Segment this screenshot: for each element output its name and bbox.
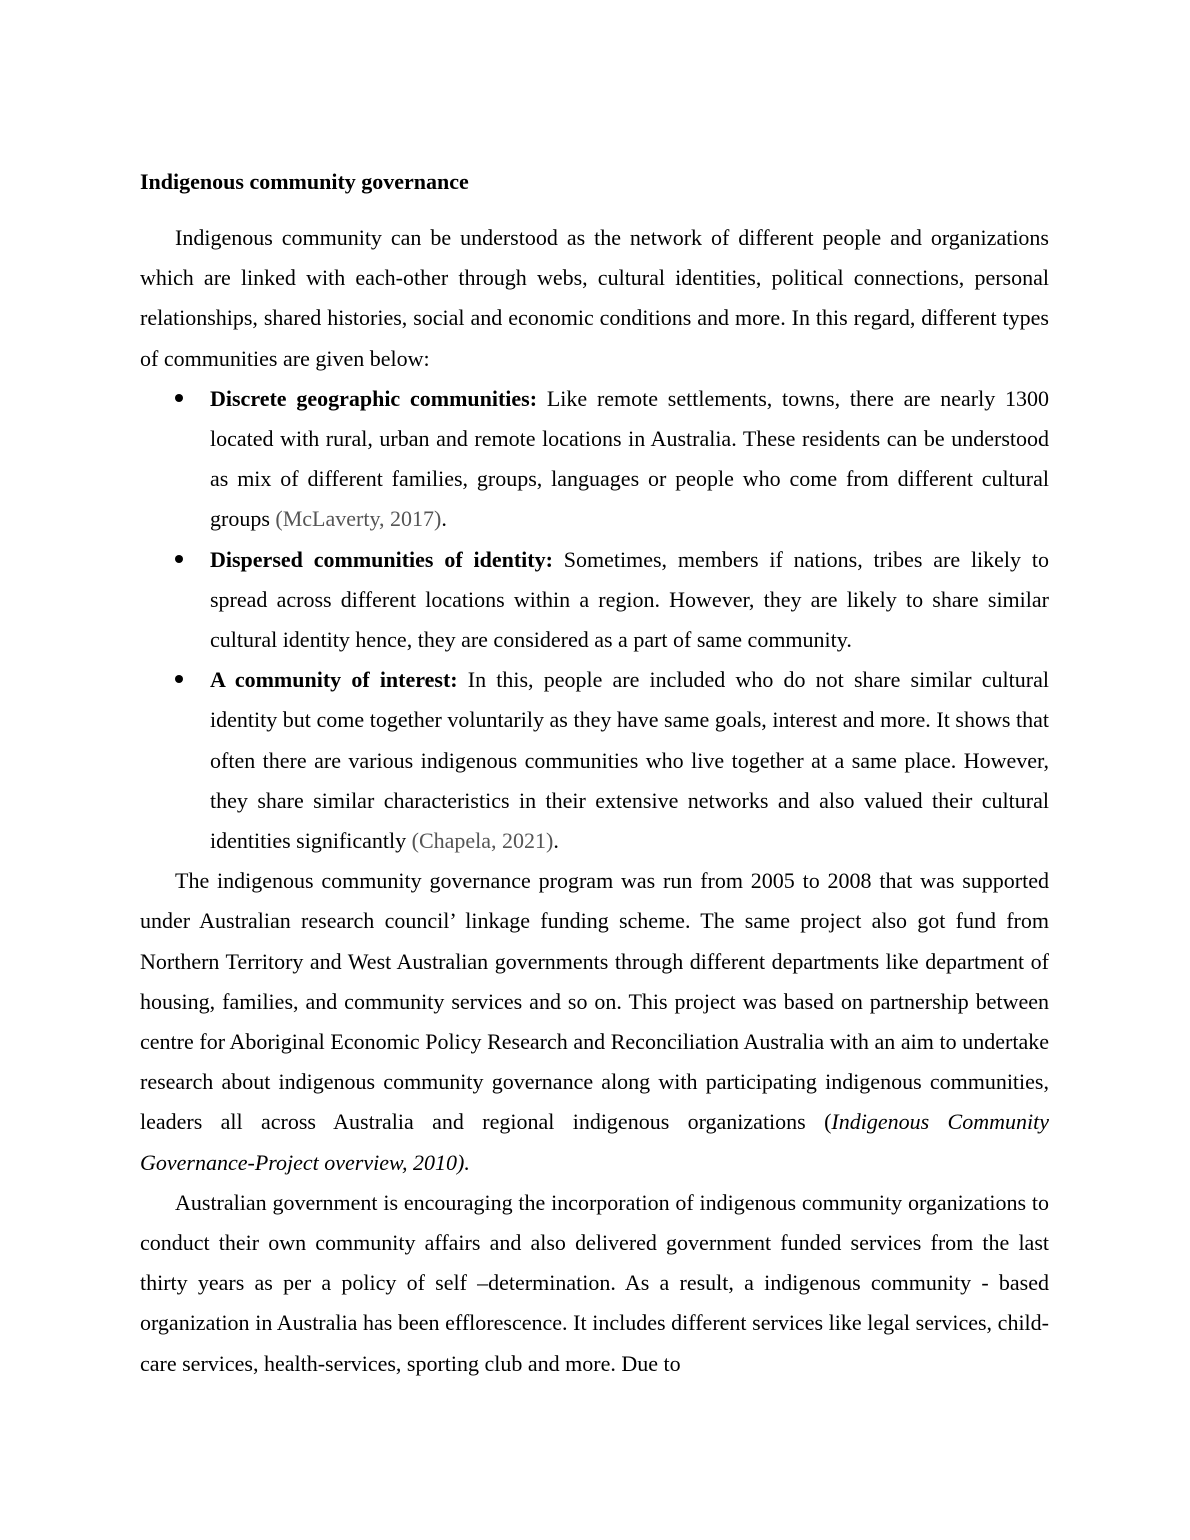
citation: (McLaverty, 2017) (275, 506, 442, 532)
document-page (140, 166, 1049, 1384)
bullet-text: Sometimes, members if nations, tribes are likely to spread across different locations within a region. However, they are likely to share similar cultural identity hence, they are considered as a part of same community. (210, 546, 1049, 653)
bullet-icon (175, 675, 183, 683)
list-item (140, 379, 1049, 540)
community-types-list (140, 379, 1049, 861)
bullet-end: . (441, 506, 447, 532)
program-paragraph (140, 861, 1049, 1183)
section-heading: Indigenous community governance (140, 169, 469, 194)
list-item (140, 540, 1049, 661)
intro-paragraph: Indigenous community can be understood as the network of different people and organizations which are linked with each-other through webs, cultural identities, political connections, personal relationships, shared histories, social and economic conditions and more. In this regard, different types of communities are given below: (140, 225, 1049, 371)
bullet-term: Discrete geographic communities: (210, 385, 538, 411)
citation: (Chapela, 2021) (411, 828, 554, 854)
citation-italic: Indigenous Community Governance-Project overview, 2010). (140, 1109, 1049, 1175)
bullet-icon (175, 555, 183, 563)
bullet-term: A community of interest: (210, 667, 458, 693)
bullet-term: Dispersed communities of identity: (210, 546, 553, 572)
government-paragraph: Australian government is encouraging the incorporation of indigenous community organizations to conduct their own community affairs and also delivered government funded services from the last thirty years as per a policy of self –determination. As a result, a indigenous community - based organization in Australia has been efflorescence. It includes different services like legal services, child-care services, health-services, sporting club and more. Due to (140, 1189, 1049, 1376)
paragraph-text: The indigenous community governance program was run from 2005 to 2008 that was supported under Australian research council’ linkage funding scheme. The same project also got fund from Northern Territory and West Australian governments through different departments like department of housing, families, and community services and so on. This project was based on partnership between centre for Aboriginal Economic Policy Research and Reconciliation Australia with an aim to undertake research about indigenous community governance along with participating indigenous communities, leaders all across Australia and regional indigenous organizations ( (140, 868, 1049, 1135)
bullet-icon (175, 394, 183, 402)
bullet-text: Like remote settlements, towns, there are nearly 1300 located with rural, urban and remote locations in Australia. These residents can be understood as mix of different families, groups, languages or people who come from different cultural groups (210, 385, 1049, 532)
bullet-end: . (553, 828, 559, 854)
list-item (140, 660, 1049, 861)
bullet-text: In this, people are included who do not share similar cultural identity but come together voluntarily as they have same goals, interest and more. It shows that often there are various indigenous communities who live together at a same place. However, they share similar characteristics in their extensive networks and also valued their cultural identities significantly (210, 667, 1049, 854)
